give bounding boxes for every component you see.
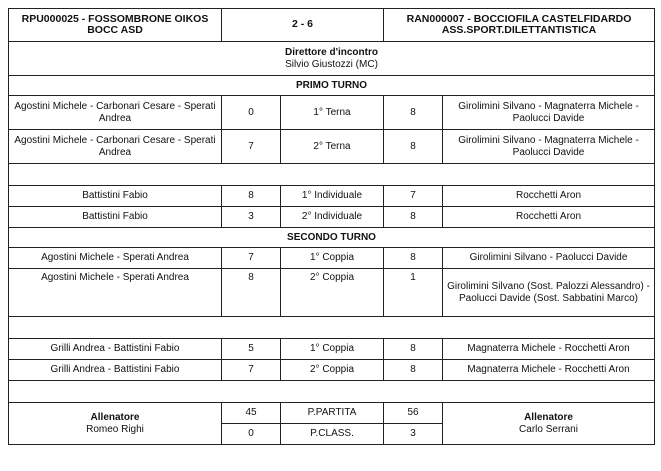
away-score: 7 [384,186,443,207]
home-players: Agostini Michele - Sperati Andrea [9,248,222,269]
section-row [9,228,655,248]
spacer-row [9,164,655,186]
home-coach-cell [9,403,222,445]
match-row [9,360,655,381]
home-class-points: 0 [222,424,281,445]
match-type: 2° Coppia [281,360,384,381]
away-score: 8 [384,339,443,360]
match-report-table [8,8,655,445]
home-partita-points: 45 [222,403,281,424]
match-row [9,96,655,130]
partita-label: P.PARTITA [281,403,384,424]
home-players: Agostini Michele - Carbonari Cesare - Sperati Andrea [9,96,222,130]
match-type: 2° Coppia [281,269,384,317]
match-row [9,186,655,207]
director-cell [9,42,655,76]
header-row [9,9,655,42]
home-coach-name: Romeo Righi [86,423,144,435]
director-name: Silvio Giustozzi (MC) [285,58,378,70]
home-score: 0 [222,96,281,130]
away-team-line2: ASS.SPORT.DILETTANTISTICA [441,24,597,36]
away-score: 8 [384,248,443,269]
primo-turno-title: PRIMO TURNO [9,76,655,96]
away-coach-label: Allenatore [524,412,573,423]
match-type: 2° Individuale [281,207,384,228]
away-team-name [384,9,655,42]
away-score: 8 [384,207,443,228]
home-players: Grilli Andrea - Battistini Fabio [9,360,222,381]
home-score: 7 [222,248,281,269]
away-score: 8 [384,360,443,381]
home-score: 7 [222,360,281,381]
away-players: Rocchetti Aron [443,207,655,228]
home-coach-label: Allenatore [90,412,140,423]
spacer-row [9,381,655,403]
away-score: 8 [384,96,443,130]
away-score: 1 [384,269,443,317]
match-row [9,339,655,360]
secondo-turno-title: SECONDO TURNO [9,228,655,248]
away-players: Magnaterra Michele - Rocchetti Aron [443,339,655,360]
home-score: 8 [222,186,281,207]
away-players: Girolimini Silvano - Magnaterra Michele - Paolucci Davide [443,96,655,130]
away-team-line1: RAN000007 - BOCCIOFILA CASTELFIDARDO [406,12,632,25]
away-coach-name: Carlo Serrani [519,423,578,435]
spacer-cell [9,317,655,339]
footer-row-partita [9,403,655,424]
match-type: 1° Terna [281,96,384,130]
home-players: Agostini Michele - Sperati Andrea [9,269,222,317]
class-label: P.CLASS. [281,424,384,445]
spacer-row [9,317,655,339]
away-players: Girolimini Silvano - Paolucci Davide [443,248,655,269]
home-score: 3 [222,207,281,228]
match-row [9,130,655,164]
away-players: Magnaterra Michele - Rocchetti Aron [443,360,655,381]
home-players: Agostini Michele - Carbonari Cesare - Sperati Andrea [9,130,222,164]
director-label: Direttore d'incontro [285,47,378,58]
match-type: 1° Coppia [281,248,384,269]
match-row [9,248,655,269]
away-players: Girolimini Silvano - Magnaterra Michele - Paolucci Davide [443,130,655,164]
away-score: 8 [384,130,443,164]
away-players: Rocchetti Aron [443,186,655,207]
home-score: 5 [222,339,281,360]
match-type: 2° Terna [281,130,384,164]
away-partita-points: 56 [384,403,443,424]
home-players: Battistini Fabio [9,186,222,207]
match-row [9,207,655,228]
away-coach-cell [443,403,655,445]
match-type: 1° Individuale [281,186,384,207]
match-row [9,269,655,317]
final-score: 2 - 6 [222,9,384,42]
home-team-name: RPU000025 - FOSSOMBRONE OIKOS BOCC ASD [9,9,222,42]
match-type: 1° Coppia [281,339,384,360]
spacer-cell [9,381,655,403]
home-score: 8 [222,269,281,317]
away-players: Girolimini Silvano (Sost. Palozzi Alessandro) - Paolucci Davide (Sost. Sabbatini Marco) [443,269,655,317]
home-players: Battistini Fabio [9,207,222,228]
director-row [9,42,655,76]
home-score: 7 [222,130,281,164]
home-players: Grilli Andrea - Battistini Fabio [9,339,222,360]
away-class-points: 3 [384,424,443,445]
spacer-cell [9,164,655,186]
section-row [9,76,655,96]
